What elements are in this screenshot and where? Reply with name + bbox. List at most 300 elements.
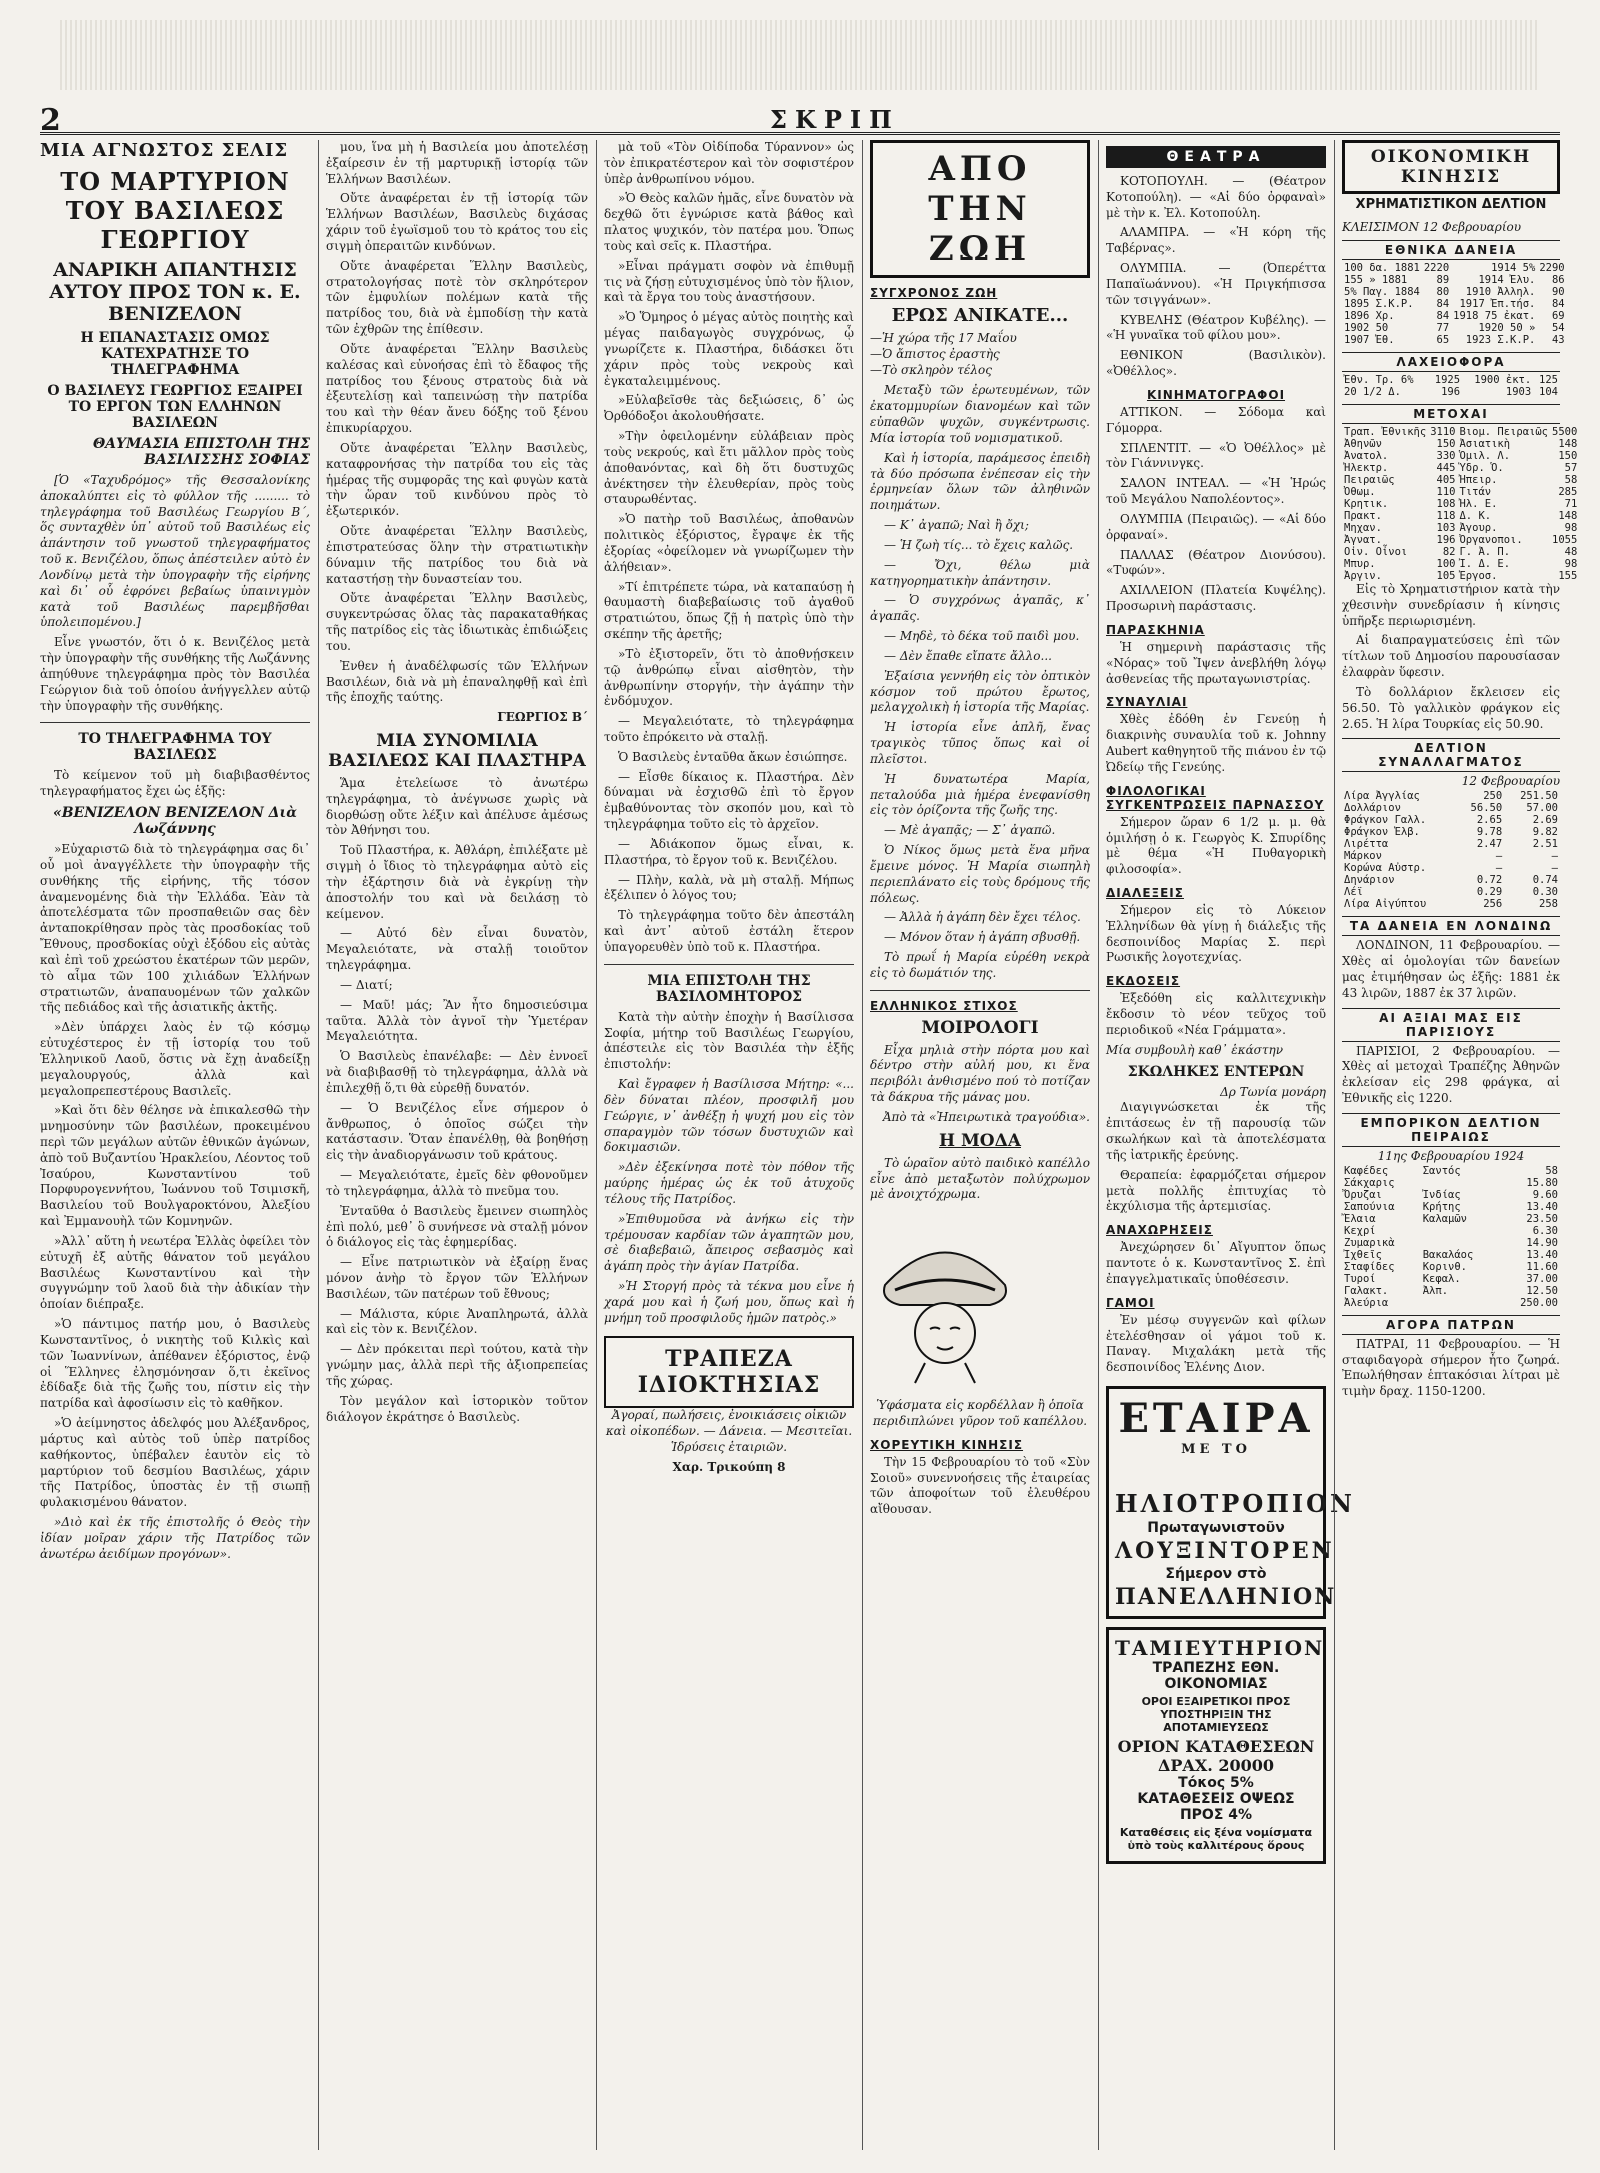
column-rule xyxy=(862,140,863,2150)
table-cell: 37.00 xyxy=(1526,1272,1558,1285)
listing: ΚΟΤΟΠΟΥΛΗ. — (Θέατρον Κοτοπούλη). — «Αἱ δύο ὀρφαναὶ» μὲ τὴν κ. Ἐλ. Κοτοπούλη. xyxy=(1106,174,1326,220)
table-cell: 104 xyxy=(1539,386,1558,398)
table-cell: 13.40 xyxy=(1526,1248,1558,1261)
table-cell: 105 xyxy=(1436,570,1456,582)
table-row xyxy=(1342,898,1560,910)
table-cell: 98 xyxy=(1564,558,1578,570)
table-row xyxy=(1342,262,1567,274)
para: — Μόνον ὅταν ἡ ἀγάπη σβυσθῇ. xyxy=(884,930,1081,945)
table-cell: 256 xyxy=(1483,898,1503,911)
para: — Ἀδιάκοπον ὅμως εἶναι, κ. Πλαστήρα, τὸ ἔργον τοῦ κ. Βενιζέλου. xyxy=(604,836,854,867)
table-cell: Φράγκον Γαλλ. xyxy=(1344,814,1427,827)
table-cell: 58 xyxy=(1545,1164,1558,1177)
poem-source: Ἀπὸ τὰ «Ἠπειρωτικὰ τραγούδια». xyxy=(882,1109,1090,1124)
table-cell: Λίρα Ἀγγλίας xyxy=(1344,790,1420,803)
para: »Εἶναι πράγματι σοφὸν νὰ ἐπιθυμῇ τις νὰ ζήσῃ εὐτυχισμένος ὑπὸ τὸν ἥλιον, καὶ τὰ ἔργα του τοὺς ἀναστήσουν. xyxy=(604,258,854,305)
table-row xyxy=(1342,486,1579,498)
kicker: Μία συμβουλὴ καθ᾽ ἑκάστην xyxy=(1106,1042,1283,1057)
moda-title: Η ΜΟΔΑ xyxy=(939,1130,1021,1151)
subhead: ΕΛΛΗΝΙΚΟΣ ΣΤΙΧΟΣ xyxy=(870,998,1018,1013)
para: — Μεγαλειότατε, τὸ τηλεγράφημα τοῦτο ἐπρόκειτο νὰ σταλῇ. xyxy=(604,714,854,744)
ad-line: ΚΑΤΑΘΕΣΕΙΣ ΟΨΕΩΣ ΠΡΟΣ 4% xyxy=(1137,1791,1295,1824)
table-cell: 1914 5% xyxy=(1491,262,1536,274)
para: μου, ἵνα μὴ ἡ Βασιλεία μου ἀποτελέσῃ ἐξαίρεσιν ἐν τῇ μαρτυρικῇ ἱστορίᾳ τῶν Ἑλλήνων Βασιλέων. xyxy=(326,140,588,186)
trapeza-ad-text: Ἀγοραί, πωλήσεις, ἐνοικιάσεις οἰκιῶν καὶ οἰκοπέδων. — Δάνεια. — Μεσιτεῖαι. Ἱδρύσεις ἑταιριῶν. xyxy=(605,1408,853,1455)
table-row xyxy=(1342,386,1560,398)
section-banner: ΟΙΚΟΝΟΜΙΚΗ ΚΙΝΗΣΙΣ xyxy=(1342,140,1560,194)
table-cell: 9.82 xyxy=(1532,826,1558,839)
table-cell: 2.65 xyxy=(1476,814,1503,827)
hat-illustration xyxy=(870,1215,1020,1385)
table-cell: Ζυμαρικὰ xyxy=(1344,1236,1395,1249)
table-row xyxy=(1342,438,1579,450)
table-cell: 0.74 xyxy=(1532,874,1558,887)
table-row xyxy=(1342,1285,1560,1297)
table-cell: 150 xyxy=(1558,450,1578,462)
para: »Διὸ καὶ ἐκ τῆς ἐπιστολῆς ὁ Θεὸς τὴν ἰδίαν μοῖραν χάριν τῆς Πατρίδος τῶν ἀνωτέρω ἀειδίμων προγόνων». xyxy=(40,1515,310,1561)
table-cell: 2.51 xyxy=(1532,838,1558,851)
table-cell: 1896 Χρ. xyxy=(1344,310,1395,322)
paper-name: ΣΚΡΙΠ xyxy=(770,105,900,134)
para: Τὸ πρωΐ ἡ Μαρία εὑρέθη νεκρὰ εἰς τὸ δωμάτιόν της. xyxy=(870,949,1090,980)
table-cell: 2.47 xyxy=(1476,838,1503,851)
para: — Αὐτό δὲν εἶναι δυνατὸν, Μεγαλειότατε, νὰ σταλῇ τοιοῦτον τηλεγράφημα. xyxy=(326,926,588,973)
para: Θεραπεία: ἐφαρμόζεται σήμερον μετὰ πολλῆς ἐπιτυχίας τὸ ἐκχύλισμα τῆς ἀρτεμισίας. xyxy=(1106,1167,1326,1214)
ad-line: ΤΑΜΙΕΥΤΗΡΙΟΝ xyxy=(1115,1636,1325,1661)
table-row xyxy=(1342,274,1567,286)
para: Τὸ τηλεγράφημα τοῦτο δὲν ἀπεστάλη καὶ ἀντ᾽ αὐτοῦ ἐστάλη ἕτερον ὑπαγορευθὲν ὑπὸ τοῦ κ. Πλαστήρα. xyxy=(604,908,854,954)
para: »Τὴν ὀφειλομένην εὐλάβειαν πρὸς τοὺς νεκρούς, καὶ ἔτι μᾶλλον πρὸς τοὺς ἀποθανόντας, καὶ δὴ ὅτι δυστυχῶς ἀνέκτησεν τὴν ἐλευθερίαν, πρὸς τοὺς σταυρωθέντας. xyxy=(604,429,854,507)
table-cell: 155 xyxy=(1558,570,1578,582)
para: Εἰς τὸ Χρηματιστήριον κατὰ τὴν χθεσινὴν συνεδρίασιν ἡ κίνησις ὑπῆρξε περιωρισμένη. xyxy=(1342,582,1560,628)
table-cell: 196 xyxy=(1441,386,1461,398)
para: — Ἀλλὰ ἡ ἀγάπη δὲν ἔχει τέλος. xyxy=(884,910,1081,925)
table-cell xyxy=(1421,1237,1500,1249)
para: — Εἶσθε δίκαιος κ. Πλαστήρα. Δὲν δύναμαι νὰ ἐσχισθῶ ἐπὶ τὸ ἔργον ἐμβαθύνοντας τὸν σκοπόν μου, καὶ τὸ τηλεγράφημα τοῦτο εἰς τὸ ἀρχεῖον. xyxy=(604,769,854,832)
table-cell: 14.90 xyxy=(1526,1236,1558,1249)
table-cell: Ἰχθεῖς xyxy=(1344,1248,1382,1261)
table-cell: Κορινθ. xyxy=(1422,1260,1467,1273)
table-title: ΛΑΧΕΙΟΦΟΡΑ xyxy=(1342,352,1560,372)
table-cell: 1925 xyxy=(1434,374,1461,386)
table-row xyxy=(1342,286,1567,298)
table-cell: 1914 Ἐλυ. xyxy=(1478,274,1536,286)
para: Οὔτε ἀναφέρεται Ἕλλην Βασιλεὺς, συγκεντρώσας ὅλας τὰς παρακαταθήκας τῆς πατρίδος εἰς τὰς ἰδιωτικὰς ἐπιδιώξεις του. xyxy=(326,591,588,653)
para: — Ὄχι, θέλω μιὰ κατηγορηματικὴν ἀπάντησιν. xyxy=(870,557,1090,588)
para: »Εὐχαριστῶ διὰ τὸ τηλεγράφημα σας δι᾽ οὗ μοὶ ἀναγγέλλετε τὴν ὑπογραφὴν τῆς συνθήκης τῆς εἰρήνης, τῆς τόσον ἀναμενομένης διὰ τὴν Ἑλλάδα. Ἐὰν τὰ ἀποτελέσματα τῶν προσπαθειῶν σας δὲν ἀνταποκρίθησαν πρὸς τὰς προσδοκίας τοῦ Ἔθνους, προσδοκίας οὐχὶ ἐξόδου εἰς αὐτὰς καὶ ἐπὶ τοῦ χρεώστου ἑκατέρων τῶν μερῶν, τὸ αἷμα τῶν 100 χιλιάδων Ἑλλήνων στρατιωτῶν, ἀναπαυομένων τῶν χαλκῶν τῆς πεδιάδος καὶ τῆς ἀσιατικῆς ἀκτῆς. xyxy=(40,842,310,1015)
para: Ὁ Βασιλεὺς ἐπανέλαβε: — Δὲν ἐννοεῖ νὰ διαβιβασθῇ τὸ τηλεγράφημα, ἀλλὰ νὰ ἐπιλεχθῇ ὅ,τι θὰ εὑρεθῇ δυνατόν. xyxy=(326,1049,588,1095)
para: »Ὁ πάντιμος πατήρ μου, ὁ Βασιλεὺς Κωνσταντῖνος, ὁ νικητὴς τοῦ Κιλκὶς καὶ τῶν Ἰωαννίνων, ἀπέθανεν ἐξόριστος, ἐνῷ οἱ Ἕλληνες ἐλησμόνησαν ὅ,τι ἐκεῖνος ἐδίδαξε διὰ τῆς ζωῆς του, πίστιν εἰς τὴν πατρίδα καὶ ἀφοσίωσιν εἰς τὸ καθῆκον. xyxy=(40,1317,310,1411)
para: — Μάλιστα, κύριε Ἀναπληρωτά, ἀλλὰ καὶ εἰς τὸν κ. Βενιζέλον. xyxy=(326,1306,588,1337)
signature: ΓΕΩΡΓΙΟΣ Β΄ xyxy=(497,710,588,725)
table-cell: 82 xyxy=(1442,546,1456,558)
section-title: ΑΓΟΡΑ ΠΑΤΡΩΝ xyxy=(1342,1315,1560,1335)
table-cell: 12.50 xyxy=(1526,1284,1558,1297)
table-cell: 57 xyxy=(1564,462,1578,474)
table-cell: 71 xyxy=(1564,498,1578,510)
table-row xyxy=(1342,546,1579,558)
para: »Ὁ Ὅμηρος ὁ μέγας αὐτὸς ποιητὴς καὶ μέγας παιδαγωγὸς συγχρόνως, ᾧ γνωρίζετε κ. Πλαστήρα, διδάσκει ὅτι χάριν πρὸς τοὺς νεκροὺς καὶ ἐγκαταλειμμένους. xyxy=(604,310,854,388)
ad-word: ΜΕ ΤΟ xyxy=(1181,1442,1251,1458)
para: Ἐνταῦθα ὁ Βασιλεὺς ἔμεινεν σιωπηλὸς ἐπὶ πολύ, μεθ᾽ ὃ συνήνεσε νὰ σταλῇ μόνον ὁ διάλογος εἰς τὰς ἐφημερίδας. xyxy=(326,1203,588,1250)
table-cell: 6.30 xyxy=(1532,1224,1558,1237)
table-row xyxy=(1342,1273,1560,1285)
para: Τὸν μεγάλον καὶ ἱστορικὸν τοῦτον διάλογον ἐκράτησε ὁ Βασιλεὺς. xyxy=(326,1393,588,1424)
table-row xyxy=(1342,1165,1560,1177)
table-cell: 9.78 xyxy=(1476,826,1503,839)
subtitle: ΤΟ ΤΗΛΕΓΡΑΦΗΜΑ ΤΟΥ ΒΑΣΙΛΕΩΣ xyxy=(78,731,272,764)
trapeza-ad-address: Χαρ. Τρικούπη 8 xyxy=(672,1459,786,1474)
table-cell: Ἐργοσ. xyxy=(1459,570,1498,582)
para: Οὔτε ἀναφέρεται ἐν τῇ ἱστορίᾳ τῶν Ἑλλήνων Βασιλέων, Βασιλεὺς διχάσας χάριν τοῦ ἐγωϊσμοῦ του τὸ κράτος του εἰς σιγμὴ ὀπεραιτῶν κινδύνων. xyxy=(326,191,588,253)
table-cell: Φράγκον Ἑλβ. xyxy=(1344,826,1420,839)
column-rule xyxy=(1334,140,1335,2150)
table-row xyxy=(1342,1213,1560,1225)
article-title: ΕΡΩΣ ΑΝΙΚΑΤΕ... xyxy=(891,305,1069,326)
para: — Πλὴν, καλὰ, νὰ μὴ σταλῇ. Μήπως ἐξέλιπεν ὁ λόγος του; xyxy=(604,872,854,903)
subhead: ΣΥΝΑΥΛΙΑΙ xyxy=(1106,695,1188,710)
subhead-3: Ο ΒΑΣΙΛΕΥΣ ΓΕΩΡΓΙΟΣ ΕΞΑΙΡΕΙ ΤΟ ΕΡΓΟΝ ΤΩΝ ΕΛΛΗΝΩΝ ΒΑΣΙΛΕΩΝ xyxy=(47,383,303,431)
para: — Δὲν ἔπαθε εἴπατε ἄλλο... xyxy=(884,648,1052,663)
table-cell: 100 xyxy=(1436,558,1456,570)
para: Ὁ Βασιλεὺς ἐνταῦθα ἄκων ἐσιώπησε. xyxy=(618,749,848,764)
table-cell: Μπυρ. xyxy=(1344,558,1376,570)
subhead: ΕΚΔΟΣΕΙΣ xyxy=(1106,974,1181,989)
table-row xyxy=(1342,558,1579,570)
ad-line: Πρωταγωνιστοῦν xyxy=(1147,1520,1285,1537)
table-cell: Πρακτ. xyxy=(1344,510,1382,522)
table-cell: 69 xyxy=(1551,310,1565,322)
table-cell: 0.29 xyxy=(1476,886,1503,899)
ad-line: ΛΟΥΞΙΝΤΟΡΕΝ xyxy=(1115,1538,1335,1565)
subhead: ΠΑΡΑΣΚΗΝΙΑ xyxy=(1106,622,1205,637)
table-title: ΕΘΝΙΚΑ ΔΑΝΕΙΑ xyxy=(1342,240,1560,260)
listing: ΟΛΥΜΠΙΑ. — (Ὀπερέττα Παπαϊωάννου). «Ἡ Πριγκήπισσα τῶν τσιγγάνων». xyxy=(1106,261,1326,307)
table-cell: 125 xyxy=(1539,374,1558,386)
para: ΠΑΤΡΑΙ, 11 Φεβρουαρίου. — Ἡ σταφιδαγορὰ σήμερον ἦτο ζωηρά. Ἐπωλήθησαν ἑπτακόσιαι λίτραι μὲ τιμὴν δραχ. 1150-1200. xyxy=(1342,1336,1560,1399)
ad-line: ΠΑΝΕΛΛΗΝΙΟΝ xyxy=(1115,1584,1337,1611)
table-cell: Δολλάριον xyxy=(1344,802,1401,815)
separator xyxy=(40,722,310,723)
table-cell: Μάρκον xyxy=(1344,850,1382,863)
ad-line: ΟΡΟΙ ΕΞΑΙΡΕΤΙΚΟΙ ΠΡΟΣ ΥΠΟΣΤΗΡΙΞΙΝ ΤΗΣ ΑΠΟΤΑΜΙΕΥΣΕΩΣ xyxy=(1141,1695,1291,1735)
para: Ἅμα ἐτελείωσε τὸ ἀνωτέρω τηλεγράφημα, τὸ ἀνέγνωσε χωρὶς νὰ διορθώσῃ οὔτε λέξιν καὶ ἀπέλυσε ἀμέσως τὸν Ἀθήνησι του. xyxy=(326,775,588,838)
table-cell: 251.50 xyxy=(1520,790,1558,803)
table-row xyxy=(1342,790,1560,802)
table-cell: Ὀθωμ. xyxy=(1344,486,1376,498)
para: Ὁ Νίκος ὅμως μετὰ ἕνα μῆνα ἔμεινε μόνος. Ἡ Μαρία σιωπηλὴ περιεπλάνατο εἰς τοὺς δρόμους τῆς πόλεως. xyxy=(870,843,1090,905)
table-row xyxy=(1342,1189,1560,1201)
column-6 xyxy=(1342,140,1578,2150)
table-date: 11ης Φεβρουαρίου 1924 xyxy=(1377,1148,1525,1163)
table-row xyxy=(1342,374,1560,386)
header-noise xyxy=(60,20,1540,90)
para: Κατὰ τὴν αὐτὴν ἐποχὴν ἡ Βασίλισσα Σοφία, μήτηρ τοῦ Βασιλέως Γεωργίου, ἀπέστειλε εἰς τὸν Βασιλέα τὴν ἑξῆς ἐπιστολήν: xyxy=(604,1009,854,1072)
ad-word: ΕΤΑΙΡΑ xyxy=(1118,1395,1314,1443)
table-cell: 54 xyxy=(1551,322,1565,334)
para: — Δὲν πρόκειται περὶ τούτου, κατὰ τὴν γνώμην μας, ἀλλὰ περὶ τῆς ἀξιοπρεπείας τῆς χώρας. xyxy=(326,1342,588,1388)
table-cell: 3110 xyxy=(1430,426,1456,438)
table-cell: 1917 Ἐπ.τήσ. xyxy=(1459,298,1536,310)
table-cell: 2.69 xyxy=(1532,814,1558,827)
para: Τὸ κείμενον τοῦ μὴ διαβιβασθέντος τηλεγραφήματος ἔχει ὡς ἑξῆς: xyxy=(40,768,310,799)
subhead: ΜΙΑ ΕΠΙΣΤΟΛΗ ΤΗΣ ΒΑΣΙΛΟΜΗΤΟΡΟΣ xyxy=(647,972,811,1005)
ad-line xyxy=(1115,1395,1317,1489)
main-headline: ΤΟ ΜΑΡΤΥΡΙΟΝ ΤΟΥ ΒΑΣΙΛΕΩΣ ΓΕΩΡΓΙΟΥ xyxy=(60,167,290,254)
table-cell: Ἰ. Δ. Ε. xyxy=(1459,558,1511,570)
table-cell: Ἀγνατ. xyxy=(1344,534,1382,546)
para: »Ὁ πατὴρ τοῦ Βασιλέως, ἀποθανὼν πολιτικὸς ἐξόριστος, ἔγραψε ἐκ τῆς ἐξορίας «ὀφείλομεν νὰ γνωρίζωμεν τὴν ἀλήθειαν». xyxy=(604,512,854,574)
listing: ΑΤΤΙΚΟΝ. — Σόδομα καὶ Γόμορρα. xyxy=(1106,404,1326,435)
table-cell: Γαλακτ. xyxy=(1344,1284,1389,1297)
para: »Ἐπιθυμοῦσα νὰ ἀνήκω εἰς τὴν τρέμουσαν καρδίαν τῶν ἀγαπητῶν μου, σὲ διαβεβαιῶ, ἄπειρος σεβασμὸς καὶ ἀγάπη πρὸς τὴν ἁγίαν Πατρίδα. xyxy=(604,1211,854,1274)
table-cell: 0.30 xyxy=(1532,886,1558,899)
listing: ΠΑΛΛΑΣ (Θέατρον Διονύσου). «Τυφών». xyxy=(1106,547,1326,578)
listing: ΟΛΥΜΠΙΑ (Πειραιῶς). — «Αἱ δύο ὀρφαναί». xyxy=(1106,511,1326,542)
table-row xyxy=(1342,1249,1560,1261)
table-cell: Τυροί xyxy=(1344,1272,1376,1285)
para: Ἡ δυνατωτέρα Μαρία, πεταλούδα μιὰ ἡμέρα ἐνεφανίσθη εἰς τὸν ὁρίζοντα τῆς ζωῆς της. xyxy=(870,771,1090,818)
subhead-1: ΑΝΑΡΙΚΗ ΑΠΑΝΤΗΣΙΣ ΑΥΤΟΥ ΠΡΟΣ ΤΟΝ κ. Ε. ΒΕΝΙΖΕΛΟΝ xyxy=(49,259,301,325)
table-row xyxy=(1342,522,1579,534)
para: — Ἡ ζωὴ τίς... τὸ ἔχεις καλῶς. xyxy=(884,537,1074,552)
table-cell: 89 xyxy=(1436,274,1450,286)
listing: ΣΑΛΟΝ ΙΝΤΕΑΛ. — «Ἡ Ἡρώς τοῦ Μεγάλου Ναπολέοντος». xyxy=(1106,476,1326,507)
table-cell: — xyxy=(1551,862,1558,875)
table-cell: 43 xyxy=(1551,334,1565,346)
column-rule xyxy=(1098,140,1099,2150)
para: Ἀνεχώρησεν δι᾽ Αἴγυπτον ὅπως παντοτε ὁ κ. Κωνσταντῖνος Σ. ἐπὶ ἐπαγγελματικαῖς ὑποθέσεσιν. xyxy=(1106,1240,1326,1286)
para: — Εἶνε πατριωτικὸν νὰ ἐξαίρῃ ἕνας μόνον ἀνὴρ τὸ ἔργον τῶν Ἑλλήνων Βασιλέων, τῶν πατέρων τοῦ ἔθνους; xyxy=(326,1255,588,1301)
table-title: ΜΕΤΟΧΑΙ xyxy=(1342,404,1560,424)
para: Σήμερον εἰς τὸ Λύκειον Ἑλληνίδων θὰ γίνῃ ἡ διάλεξις τῆς δεσποινίδος Μαρίας Σ. περὶ Ρωσικῆς λογοτεχνίας. xyxy=(1106,902,1326,965)
table-cell: Δ. Κ. xyxy=(1459,510,1492,522)
table-row xyxy=(1342,874,1560,886)
table-cell: 13.40 xyxy=(1526,1200,1558,1213)
table-row xyxy=(1342,1297,1560,1309)
table-cell: 20 1/2 Δ. xyxy=(1344,386,1401,398)
table-cell: 1903 xyxy=(1505,386,1532,398)
para: »Ἀλλ᾽ αὕτη ἡ νεωτέρα Ἑλλὰς ὀφείλει τὸν εὐτυχῆ ἐξ αὐτῆς θάνατον τοῦ μεγάλου Βασιλέως Κωνσταντίνου καὶ τὴν συγγνώμην τοῦ λαοῦ διὰ τὴν ἀδικίαν τὴν ὁποίαν διέπραξε. xyxy=(40,1233,310,1312)
table-cell: Λιρέττα xyxy=(1344,838,1389,851)
para: — Ὁ Βενιζέλος εἶνε σήμερον ὁ ἄνθρωπος, ὁ ὁποῖος σώζει τὴν κατάστασιν. Ὅταν ἐπανέλθῃ, θὰ βοηθήσῃ εἰς τὴν ἀναδιοργάνωσιν τοῦ κράτους. xyxy=(326,1100,588,1163)
section-subtitle: ΧΡΗΜΑΤΙΣΤΙΚΟΝ ΔΕΛΤΙΟΝ xyxy=(1355,197,1547,212)
table-row xyxy=(1342,322,1567,334)
para: Οὔτε ἀναφέρεται Ἕλλην Βασιλεὺς καλέσας καὶ εὐνοήσας ἐπὶ τὸ ἔδαφος τῆς πατρίδος του ξένους στρατοὺς διὰ νὰ ἐξευτελίσῃ καὶ ταπεινώσῃ τὴν πατρίδα του καὶ τὴν θέαν ἄνευ δόξης τοῦ ξένου ἐπικυρίαρχου. xyxy=(326,341,588,436)
table-row xyxy=(1342,802,1560,814)
para: »Εὐλαβεῖσθε τὰς δεξιώσεις, δ᾽ ὡς Ὀρθόδοξοι ἀκολουθήσατε. xyxy=(604,393,854,424)
table-cell: Οἰν. Οἶνοι xyxy=(1344,546,1408,558)
table-row xyxy=(1342,862,1560,874)
column-1 xyxy=(40,140,310,2150)
table-row xyxy=(1342,1225,1560,1237)
table-cell: 57.00 xyxy=(1526,802,1558,815)
table-cell: 330 xyxy=(1436,450,1456,462)
para: »Καὶ ὅτι δὲν θέλησε νὰ ἐπικαλεσθῶ τὴν μνημοσύνην τῶν βασιλέων, προκειμένου περὶ τῶν μεγάλων αὐτῶν ἐθνικῶν ἀγώνων, ἀπὸ τοῦ Βυζαντίου Ἡρακλείου, Λέοντος τοῦ Ἰσαύρου, Κωνσταντίνου τοῦ Πορφυρογεννήτου, Ἰωάννου τοῦ Τσιμισκῆ, Βασιλείου τοῦ Βουλγαροκτόνου, Ἀλεξίου καὶ Ἐμμανουὴλ τῶν Κομνηνῶν. xyxy=(40,1103,310,1229)
subhead: ΦΙΛΟΛΟΓΙΚΑΙ ΣΥΓΚΕΝΤΡΩΣΕΙΣ ΠΑΡΝΑΣΣΟΥ xyxy=(1106,783,1325,812)
table-cell: 148 xyxy=(1558,438,1578,450)
listing: ΚΥΒΕΛΗΣ (Θέατρον Κυβέλης). — «Ἡ γυναῖκα τοῦ φίλου μου». xyxy=(1106,312,1326,343)
table-cell: 5% Παγ. 1884 xyxy=(1344,286,1420,298)
kicker: ΣΥΓΧΡΟΝΟΣ ΖΩΗ xyxy=(870,286,998,300)
table-cell: Κορώνα Αὐστρ. xyxy=(1344,862,1427,875)
para: »Τὸ ἐξιστορεῖν, ὅτι τὸ ἀποθνῄσκειν τῷ ἀνθρώπῳ εἶναι αἰσθητὸν, τὴν ἀνθρωπίνην στοργήν, τὴν ἀγάπην τὴν ἐνδόμυχον. xyxy=(604,646,854,709)
para: — Μεγαλειότατε, ἐμεῖς δὲν φθονοῦμεν τὸ τηλεγράφημα, ἀλλὰ τὸ πνεῦμα του. xyxy=(326,1168,588,1198)
table-cell: 118 xyxy=(1436,510,1456,522)
table-row xyxy=(1342,814,1560,826)
table-cell: Ἠλεκτρ. xyxy=(1344,462,1389,474)
meta: —Ἡ χώρα τῆς 17 Μαΐου xyxy=(870,331,1017,345)
table-cell: Ἀνατολ. xyxy=(1344,450,1389,462)
ad-line: Τόκος 5% xyxy=(1178,1775,1254,1792)
listing: ΕΘΝΙΚΟΝ (Βασιλικὸν). «Ὀθέλλος». xyxy=(1106,348,1326,379)
table-cell: Μηχαν. xyxy=(1344,522,1382,534)
table-row xyxy=(1342,826,1560,838)
table-cell: Πειραιῶς xyxy=(1344,474,1395,486)
table-cell: 77 xyxy=(1436,322,1450,334)
ad-line: Σήμερον στὸ xyxy=(1165,1566,1267,1583)
table-cell: Σάκχαρις xyxy=(1344,1176,1395,1189)
table-cell: Κρητικ. xyxy=(1344,498,1389,510)
table-cell: — xyxy=(1495,850,1503,863)
table-cell: 108 xyxy=(1436,498,1456,510)
column-rule xyxy=(318,140,319,2150)
table-cell: Σταφίδες xyxy=(1344,1260,1395,1273)
table-cell: 23.50 xyxy=(1526,1212,1558,1225)
table-cell: 103 xyxy=(1436,522,1456,534)
listing: ΣΠΛΕΝΤΙΤ. — «Ὁ Ὀθέλλος» μὲ τὸν Γιάννινγκς. xyxy=(1106,440,1326,471)
moda-text: Τὸ ὡραῖον αὐτὸ παιδικὸ καπέλλο εἶνε ἀπὸ μεταξωτὸν πολύχρωμον μὲ ἀνοιχτόχρωμα. xyxy=(870,1155,1090,1202)
table-cell: 1902 50 xyxy=(1344,322,1389,334)
table-cell: Ἔλαια xyxy=(1344,1212,1376,1225)
page-number: 2 xyxy=(40,103,61,138)
table-cell: 0.72 xyxy=(1476,874,1503,887)
table-cell: Ἀλεύρια xyxy=(1344,1296,1389,1309)
intro: [Ὁ «Ταχυδρόμος» τῆς Θεσσαλονίκης ἀποκαλύπτει εἰς τὸ φύλλον τῆς ......... τὸ τηλεγράφημα τοῦ Βασιλέως Γεωργίου Β΄, ὅς συνταχθὲν ὑπ᾽ αὐτοῦ τοῦ Βασιλέως εἰς ἀπάντησιν τοῦ γνωστοῦ τηλεγραφήματος τοῦ κ. Βενιζέλου, ὅπως ἀπέστειλεν αὐτὸ ἐν Λονδίνῳ μετὰ τὴν ὑπογραφὴν τῆς εἰρήνης καὶ δι᾽ οὗ ἐφρόνει βεβαίως ὑπαινιγμὸν κατὰ τοῦ Βασιλέως παρεμβῆσθαι ὑπολειπομένου.] xyxy=(40,473,310,630)
listing: ΑΧΙΛΛΕΙΟΝ (Πλατεία Κυψέλης). Προσωρινὴ παράστασις. xyxy=(1106,583,1326,614)
para: »Ὁ ἀείμνηστος ἀδελφός μου Ἀλέξανδρος, μάρτυς καὶ αὐτὸς τοῦ ὑπὲρ πατρίδος καθήκοντος, ὑπέβαλεν ἑαυτὸν εἰς τὸ μαρτύριον τοῦ δεσμίου Βασιλέως, χάριν τῆς Πατρίδος, ὑποστὰς ἐν τῇ σιωπῇ φυλακισμένου θάνατον. xyxy=(40,1416,310,1510)
para: Οὔτε ἀναφέρεται Ἕλλην Βασιλεὺς, στρατολογήσας ποτὲ τὸν σκληρότερον τῶν ἐμφυλίων πολέμων κατὰ τῆς πατρίδος του, διὰ νὰ ἐμποδίσῃ τὴν κατὰ τῶν ἐχθρῶν της ἐπίθεσιν. xyxy=(326,258,588,337)
table-cell: 1920 50 » xyxy=(1478,322,1536,334)
para: Χθὲς ἐδόθη ἐν Γενεύῃ ἡ διακρινὴς συναυλία τοῦ κ. Johnny Aubert καθηγητοῦ τῆς πιάνου ἐν τῷ Ὠδείῳ τῆς Γενεύης. xyxy=(1106,712,1326,774)
separator xyxy=(870,990,1090,991)
table-laxeiofora xyxy=(1342,374,1560,398)
subhead: ΜΙΑ ΣΥΝΟΜΙΛΙΑ ΒΑΣΙΛΕΩΣ ΚΑΙ ΠΛΑΣΤΗΡΑ xyxy=(328,730,586,771)
para: — Μὲ ἀγαπᾷς; — Σ᾽ ἀγαπῶ. xyxy=(884,823,1056,838)
para: Αἱ διαπραγματεύσεις ἐπὶ τῶν τίτλων τοῦ Δημοσίου παρουσίασαν ἐλαφρὰν ὕφεσιν. xyxy=(1342,633,1560,680)
subhead: ΣΚΩΛΗΚΕΣ ΕΝΤΕΡΩΝ xyxy=(1127,1063,1305,1080)
table-cell: 1900 ἐκτ. xyxy=(1474,374,1532,386)
table-peiraios xyxy=(1342,1165,1560,1309)
table-cell: 100 δα. 1881 xyxy=(1344,262,1420,274)
table-row xyxy=(1342,886,1560,898)
para: Καὶ ἔγραφεν ἡ Βασίλισσα Μήτηρ: «... δὲν δύναται πλέον, προσφιλῆ μου Γεώργιε, ν᾽ ἀνθέξῃ ἡ ψυχή μου εἰς τὸν σπαραγμὸν τῶν τόσων δυστυχιῶν καὶ δοκιμασιῶν. xyxy=(604,1077,854,1155)
table-cell xyxy=(1421,1297,1500,1309)
ad-line: ΟΡΙΟΝ ΚΑΤΑΘΕΣΕΩΝ ΔΡΑΧ. 20000 xyxy=(1117,1737,1315,1776)
table-cell: 1055 xyxy=(1552,534,1578,546)
para: »Ὁ Θεὸς καλῶν ἡμᾶς, εἶνε δυνατὸν νὰ δεχθῶ ὅτι ἐγνώρισε κατὰ βάθος καὶ πλατος ψυχικόν, τὸν πατέρα μου. Ὅπως τοὺς καὶ σεῖς κ. Πλαστήρα. xyxy=(604,191,854,253)
meta: —Ὁ ἄπιστος ἐραστὴς xyxy=(870,346,1000,361)
table-cell: 98 xyxy=(1564,522,1578,534)
meta: —Τὸ σκληρὸν τέλος xyxy=(870,362,992,377)
table-row xyxy=(1342,1177,1560,1189)
table-cell: Σαντός xyxy=(1422,1164,1461,1177)
table-cell: 90 xyxy=(1551,286,1565,298)
table-cell: 9.60 xyxy=(1532,1188,1558,1201)
para: Εἶνε γνωστόν, ὅτι ὁ κ. Βενιζέλος μετὰ τὴν ὑπογραφὴν τῆς συνθήκης τῆς Λωζάννης ἀπηύθυνε τηλεγράφημα πρὸς τὸν Βασιλέα Γεώργιον διὰ τοῦ ὁποίου ἀνήγγελλεν αὐτῷ τὴν ὑπογραφὴν τῆς συνθήκης. xyxy=(40,635,310,713)
table-row xyxy=(1342,310,1567,322)
table-cell: 2290 xyxy=(1539,262,1565,274)
table-row xyxy=(1342,510,1579,522)
table-synallagma xyxy=(1342,790,1560,910)
table-cell: 1907 Ἐθ. xyxy=(1344,334,1395,346)
table-cell: Τραπ. Ἐθνικῆς xyxy=(1344,426,1427,438)
table-cell: 5500 xyxy=(1552,426,1578,438)
table-cell: Ἀργιν. xyxy=(1344,570,1382,582)
table-cell: 15.80 xyxy=(1526,1176,1558,1189)
table-cell: Ὑδρ. Ὁ. xyxy=(1459,462,1504,474)
para: Ἐξαίσια γεννήθη εἰς τὸν ὀπτικὸν κόσμον τοῦ πρώτου ἔρωτος, μελαγχολικὴ ἡ ἱστορία τῆς Μαρίας. xyxy=(870,668,1090,715)
table-cell: 110 xyxy=(1436,486,1456,498)
subhead-4: ΘΑΥΜΑΣΙΑ ΕΠΙΣΤΟΛΗ ΤΗΣ ΒΑΣΙΛΙΣΣΗΣ ΣΟΦΙΑΣ xyxy=(92,436,310,468)
ad-line: ΗΛΙΟΤΡΟΠΙΟΝ xyxy=(1115,1489,1355,1519)
table-cell: — xyxy=(1551,850,1558,863)
table-row xyxy=(1342,474,1579,486)
para: Τὴν 15 Φεβρουαρίου τὸ τοῦ «Σὺν Σοιοῦ» συνεννοήσεις τῆς ἐταιρείας τῶν ἀποφοίτων τοῦ ἐλευθέρου αἴθουσαν. xyxy=(870,1454,1090,1517)
table-cell: 1923 Σ.Κ.Ρ. xyxy=(1465,334,1536,346)
table-cell: Ἰνδίας xyxy=(1422,1188,1461,1201)
para: Καὶ ἡ ἱστορία, παράμεσος ἐπειδὴ τὰ δύο πρόσωπα ἐνέπεσαν εἰς τὴν ἐρμηνείαν ὅλων τῶν ἀληθινῶν ποιημάτων. xyxy=(870,450,1090,513)
table-cell: Ὀργανοποι. xyxy=(1459,534,1523,546)
table-cell xyxy=(1421,1177,1500,1189)
table-cell: Ἠλ. Ε. xyxy=(1459,498,1498,510)
table-cell: Λέϊ xyxy=(1344,886,1363,899)
table-row xyxy=(1342,570,1579,582)
table-cell: Λίρα Αἰγύπτου xyxy=(1344,898,1427,911)
table-cell: Ἀθηνῶν xyxy=(1344,438,1382,450)
table-cell: Κεφαλ. xyxy=(1422,1272,1461,1285)
para: »Δὲν ἐξεκίνησα ποτὲ τὸν πόθον τῆς μαύρης ἡμέρας ὡς ἐκ τοῦ ἀτυχοῦς τέλους τῆς Πατρίδος. xyxy=(604,1160,854,1206)
table-cell: 150 xyxy=(1436,438,1456,450)
table-cell: 148 xyxy=(1558,510,1578,522)
masthead-rule xyxy=(40,132,1560,135)
table-row xyxy=(1342,498,1579,510)
table-cell: Ἀγουρ. xyxy=(1459,522,1498,534)
table-cell: Ἀλπ. xyxy=(1422,1284,1449,1297)
para: — Κ᾽ ἀγαπῶ; Ναὶ ἢ ὄχι; xyxy=(884,518,1029,533)
subhead-2: Η ΕΠΑΝΑΣΤΑΣΙΣ ΟΜΩΣ ΚΑΤΕΧΡΑΤΗΣΕ ΤΟ ΤΗΛΕΓΡΑΦΗΜΑ xyxy=(80,330,270,378)
table-cell: 84 xyxy=(1436,298,1450,310)
table-cell: 445 xyxy=(1436,462,1456,474)
para: Οὔτε ἀναφέρεται Ἕλλην Βασιλεὺς, καταφρονήσας τὴν πατρίδα του εἰς τὰς ἡμέρας τῆς συμφορᾶς της καὶ φυγὼν κατὰ τὴν ὥραν τοῦ κινδύνου πρὸς τὸ ἐξωτερικόν. xyxy=(326,440,588,519)
table-cell: 258 xyxy=(1539,898,1558,911)
table-ethnika-daneia xyxy=(1342,262,1567,346)
table-cell: Γ. Ἀ. Π. xyxy=(1459,546,1511,558)
table-cell: 155 » 1881 xyxy=(1344,274,1408,286)
para: μὰ τοῦ «Τὸν Οἰδίποδα Τύραννον» ὡς τὸν ἐπικρατέστερον καὶ τὸν σοφιστέρον ὑπὲρ ἀνθρωπίνου νόμου. xyxy=(604,140,854,186)
column-rule xyxy=(596,140,597,2150)
listing: ΑΛΑΜΠΡΑ. — «Ἡ κόρη τῆς Ταβέρνας». xyxy=(1106,225,1326,256)
para: Ἐνθεν ἡ ἀναδέλφωσίς τῶν Ἑλλήνων Βασιλέων, διὰ νὰ μὴ ἐπαναληφθῇ καὶ ἐπὶ τῆς ἐποχῆς ταύτης. xyxy=(326,658,588,705)
table-cell: 1910 Ἀλληλ. xyxy=(1465,286,1536,298)
para: »Ἡ Στοργή πρὸς τὰ τέκνα μου εἶνε ἡ χαρά μου καὶ ἡ ζωή μου, ὅπως καὶ ἡ μνήμη τοῦ προσφιλοῦς ἡμῶν πατρὸς.» xyxy=(604,1279,854,1325)
table-row xyxy=(1342,534,1579,546)
table-row xyxy=(1342,298,1567,310)
table-title: ΕΜΠΟΡΙΚΟΝ ΔΕΛΤΙΟΝ ΠΕΙΡΑΙΩΣ xyxy=(1342,1113,1560,1147)
table-cell: Σαπούνια xyxy=(1344,1200,1395,1213)
para: ΛΟΝΔΙΝΟΝ, 11 Φεβρουαρίου. — Χθὲς αἱ ὁμολογίαι τῶν δανείων μας ἐτιμήθησαν ὡς ἑξῆς: 1881 ἐκ 43 λιρῶν, 1887 ἐκ 37 λιρῶν. xyxy=(1342,938,1560,1000)
table-row xyxy=(1342,850,1560,862)
